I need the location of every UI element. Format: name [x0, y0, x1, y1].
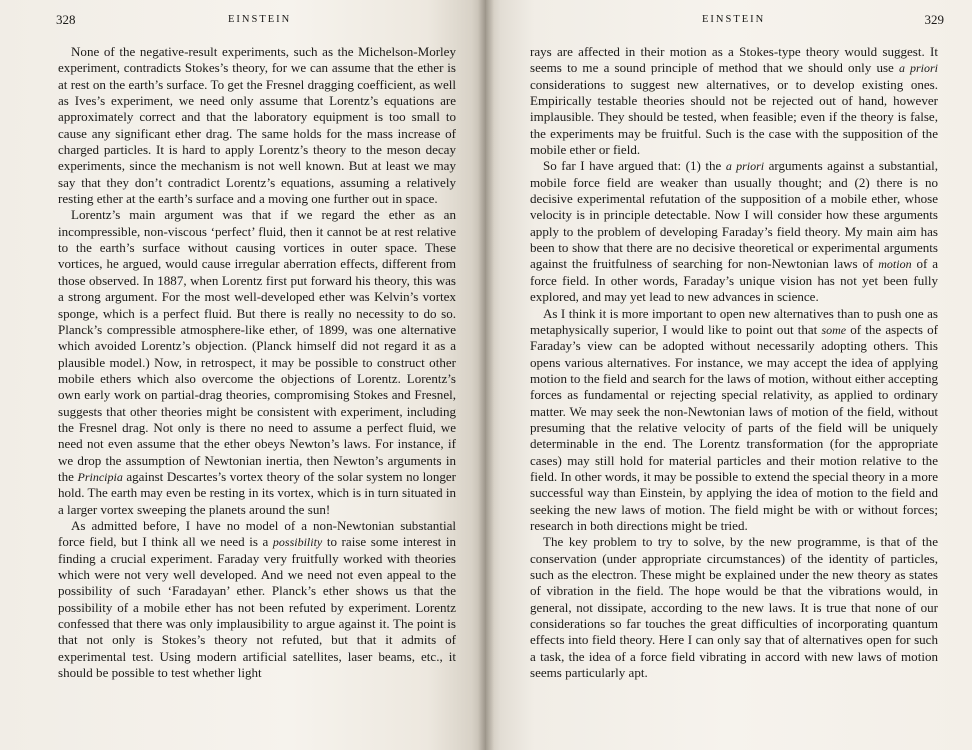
italic-text: some	[821, 322, 847, 337]
italic-text: a priori	[725, 159, 765, 174]
text-run: arguments against a substantial, mobile force field are weaker than usually thought; and (2) there is no decisive experimental refutation of the supposition of a mobile ether, whose velocity is in principle detectable. Now I will consider how these arguments apply to the problem of developing Faraday’s field theory. My main aim has been to show that there are no decisive theoretical or experimental arguments against the fruitfulness of searching for non-Newtonian laws of	[530, 158, 938, 272]
italic-text: a priori	[899, 61, 938, 76]
italic-text: possibility	[272, 535, 323, 550]
text-run: Lorentz’s main argument was that if we regard the ether as an incompressible, non-viscous ‘perfect’ fluid, then it cannot be at rest relative to the earth’s surface without causing vortices in outer space. These vortices, he argued, would cause irregular aberration effects, different from those observed. In 1887, when Lorentz first put forward his theory, this was a strong argument. For the most well-developed ether was Kelvin’s vortex sponge, which is a perfect fluid. But there is really no necessity to do so. Planck’s compressible atmosphere-like ether, of 1899, was one alternative which avoided Lorentz’s objection. (Planck himself did not regard it as a plausible model.) Now, in retrospect, it may be possible to construct other mobile ethers which also overcome the objections of Lorentz. Lorentz’s own early work on partial-drag theories, compromising Stokes and Fresnel, suggests that other theories might be consistent with experiment, including the Fresnel drag. Not only is there no need to assume a perfect fluid, we need not even assume that the ether obeys Newton’s laws. For instance, if we drop the assumption of Newtonian inertia, then Newton’s arguments in the	[58, 207, 456, 484]
text-run: to raise some interest in finding a crucial experiment. Faraday very fruitfully worked with theories which were not very well developed. And we need not even appeal to the possibility of such ‘Faradayan’ ether. Planck’s ether shows us that the possibility of a mobile ether has not been refuted by experiment. Lorentz confessed that there was only implausibility to argue against it. The point is that not only is Stokes’s theory not refuted, but that it admits of experimental test. Using modern artificial satellites, laser beams, etc., it should be possible to test whether light	[58, 534, 456, 681]
text-run: against Descartes’s vortex theory of the solar system no longer hold. The earth may even be resting in its vortex, which is in turn situated in a larger vortex sweeping the planets around the sun!	[58, 468, 457, 517]
right-running-head: EINSTEIN	[702, 14, 766, 25]
italic-text: motion	[878, 257, 912, 272]
text-run: So far I have argued that: (1) the	[543, 158, 726, 174]
right-page-body	[530, 44, 938, 681]
left-page-number: 328	[56, 12, 76, 27]
right-page	[486, 0, 972, 750]
italic-text: Principia	[77, 469, 123, 484]
paragraph	[530, 534, 938, 681]
left-page-body	[58, 44, 456, 681]
text-run: None of the negative-result experiments, such as the Michelson-Morley experiment, contradicts Stokes’s theory, for we can assume that the ether is at rest on the earth’s surface. To get the Fresnel dragging coefficient, as well as Ives’s experiment, we need only assume that Lorentz’s equations are approximately correct and that the laboratory equipment is too small to cause any significant ether drag. The same holds for the mass increase of charged particles. It is hard to apply Lorentz’s theory to the meson decay experiments, since the mechanism is not well known. But at least we may say that they don’t contradict Lorentz’s equations, assuming a relatively resting ether at the earth’s surface and a moving one further out in space.	[58, 44, 456, 207]
text-run: of the aspects of Faraday’s view can be adopted without necessarily adopting others. This opens various alternatives. For instance, we may accept the idea of applying motion to the field and search for the laws of motion, without either accepting forces as fundamental or rejecting special relativity, as applied to ordinary matter. We may seek the non-Newtonian laws of motion of the field, without presuming that the relative velocity of parts of the field will be uniquely determinable in the end. The Lorentz transformation (for the appropriate cases) may still hold for material particles and their motion relative to the field. In other words, it may be possible to extend the special theory in a more successful way than Einstein, by applying the idea of motion to the field and seeking the new laws of motion. The field might be with or without forces; research in both directions might be tried.	[530, 321, 939, 533]
paragraph	[58, 207, 456, 518]
text-run: The key problem to try to solve, by the new programme, is that of the conservation (under appropriate circumstances) of the identity of particles, such as the electron. These might be explained under the new theory as states of vibration in the field. The hope would be that the vibrations would, in general, not dissipate, according to the new laws. It is true that none of our considerations so far touches the great difficulties of incorporating quantum effects into field theory. Here I can only say that of alternatives open for such a task, the idea of a force field vibrating in accord with new laws of motion seems particularly apt.	[530, 534, 938, 681]
paragraph	[530, 306, 938, 535]
text-run: rays are affected in their motion as a Stokes-type theory would suggest. It seems to me a sound principle of method that we should only use	[530, 44, 938, 76]
text-run: considerations to suggest new alternatives, or to develop existing ones. Empirically testable theories should not be rejected out of hand, however implausible. They should be tested, when feasible; even if the theory is false, the experiments may be fruitful. Such is the case with the supposition of the mobile ether or field.	[530, 76, 938, 158]
left-page-header	[58, 8, 456, 30]
paragraph	[58, 518, 456, 681]
text-run: As admitted before, I have no model of a non-Newtonian substantial force field, but I think all we need is a	[58, 517, 456, 550]
right-page-number: 329	[924, 12, 944, 27]
right-page-header	[530, 8, 944, 30]
text-run: of a force field. In other words, Faraday’s unique vision has not yet been fully explored, and may yet lead to new advances in science.	[530, 256, 938, 305]
text-run: As I think it is more important to open new alternatives than to push one as metaphysically superior, I would like to point out that	[530, 305, 938, 337]
left-running-head: EINSTEIN	[228, 14, 292, 25]
paragraph	[530, 44, 938, 158]
paragraph	[58, 44, 456, 207]
paragraph	[530, 158, 938, 305]
